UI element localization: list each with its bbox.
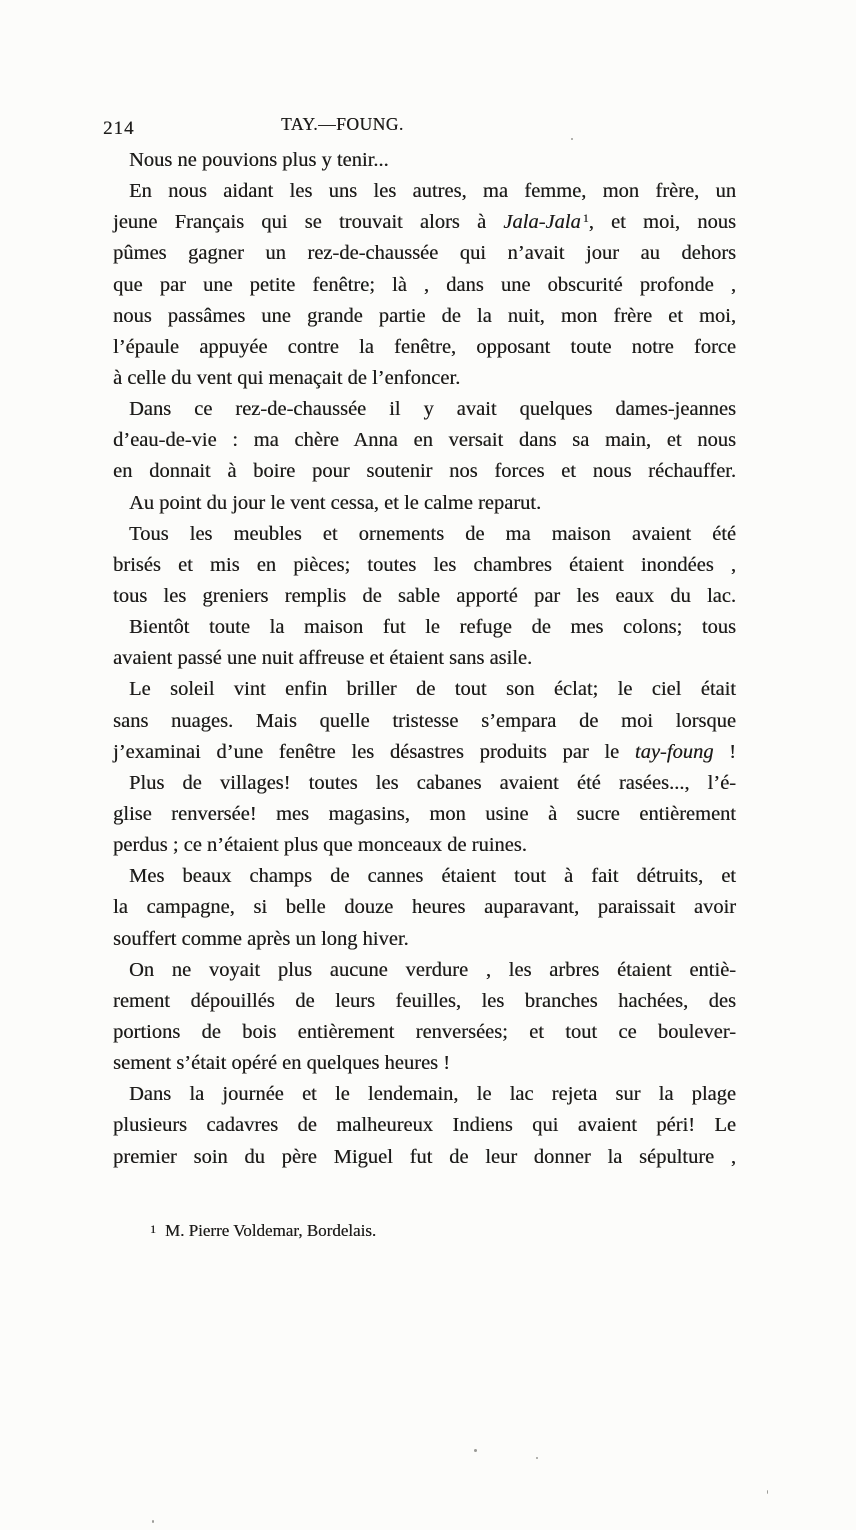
text-line (113, 643, 736, 674)
text-segment: avaient passé une nuit affreuse et étaient sans asile. (113, 647, 533, 670)
text-segment: d’eau-de-vie : ma chère Anna en versait dans sa main, et nous (113, 429, 736, 452)
footnote-marker: 1 (150, 1222, 156, 1236)
text-line (113, 301, 736, 332)
text-line (113, 892, 736, 923)
text-line (113, 955, 736, 986)
text-line (113, 519, 736, 550)
text-segment: à celle du vent qui menaçait de l’enfoncer. (113, 366, 461, 389)
text-line (113, 1048, 736, 1079)
text-segment: rement dépouillés de leurs feuilles, les branches hachées, des (113, 989, 736, 1012)
text-segment: plusieurs cadavres de malheureux Indiens qui avaient péri! Le (113, 1114, 736, 1137)
text-line (113, 830, 736, 861)
scan-speck (152, 1520, 154, 1523)
scan-speck (571, 138, 573, 140)
text-segment: Le soleil vint enfin briller de tout son éclat; le ciel était (129, 678, 736, 701)
text-segment: sement s’était opéré en quelques heures ! (113, 1052, 450, 1075)
text-segment: portions de bois entièrement renversées; et tout ce boulever- (113, 1020, 736, 1043)
footnote-text: M. Pierre Voldemar, Bordelais. (165, 1221, 377, 1240)
text-segment: Dans ce rez-de-chaussée il y avait quelques dames-jeannes (129, 398, 736, 421)
text-segment: glise renversée! mes magasins, mon usine à sucre entièrement (113, 802, 736, 825)
scan-speck (536, 1457, 538, 1459)
text-line (113, 145, 736, 176)
text-line (113, 706, 736, 737)
text-line (113, 425, 736, 456)
text-segment: Bientôt toute la maison fut le refuge de mes colons; tous (129, 616, 736, 639)
text-line (113, 924, 736, 955)
text-line (113, 238, 736, 269)
text-line (113, 394, 736, 425)
text-segment: Tous les meubles et ornements de ma maison avaient été (129, 522, 736, 545)
text-segment: Jala-Jala (503, 211, 581, 234)
scan-speck (474, 1449, 477, 1452)
text-line (113, 768, 736, 799)
body-text (113, 145, 736, 1173)
text-line (113, 861, 736, 892)
text-line (113, 363, 736, 394)
text-line (113, 799, 736, 830)
text-segment: tous les greniers remplis de sable apporté par les eaux du lac. (113, 584, 736, 607)
text-line (113, 1079, 736, 1110)
text-segment: ! (713, 740, 736, 763)
text-segment: premier soin du père Miguel fut de leur donner la sépulture , (113, 1145, 736, 1168)
text-line (113, 986, 736, 1017)
text-line (113, 1017, 736, 1048)
text-line (113, 1142, 736, 1173)
text-segment: , et moi, nous (588, 211, 736, 234)
text-segment: souffert comme après un long hiver. (113, 927, 409, 950)
text-segment: brisés et mis en pièces; toutes les chambres étaient inondées , (113, 553, 736, 576)
text-line (113, 1110, 736, 1141)
text-segment: Nous ne pouvions plus y tenir... (129, 149, 389, 171)
text-segment: la campagne, si belle douze heures auparavant, paraissait avoir (113, 896, 736, 919)
text-segment: En nous aidant les uns les autres, ma femme, mon frère, un (129, 180, 736, 203)
text-line (113, 674, 736, 705)
text-segment: nous passâmes une grande partie de la nuit, mon frère et moi, (113, 304, 736, 327)
text-line (113, 612, 736, 643)
text-line (113, 332, 736, 363)
text-line (113, 737, 736, 768)
text-segment: Plus de villages! toutes les cabanes avaient été rasées..., l’é- (129, 771, 736, 794)
text-line (113, 488, 736, 519)
text-line (113, 550, 736, 581)
text-segment: j’examinai d’une fenêtre les désastres produits par le (113, 740, 635, 763)
page-number: 214 (103, 118, 135, 139)
text-segment: sans nuages. Mais quelle tristesse s’empara de moi lorsque (113, 709, 736, 732)
text-segment: Mes beaux champs de cannes étaient tout à fait détruits, et (129, 865, 736, 888)
text-segment: perdus ; ce n’étaient plus que monceaux de ruines. (113, 834, 527, 857)
text-segment: Au point du jour le vent cessa, et le calme reparut. (129, 491, 542, 514)
text-line (113, 207, 736, 238)
running-title: TAY.—FOUNG. (281, 114, 404, 134)
scan-speck (767, 1490, 768, 1494)
text-segment: Dans la journée et le lendemain, le lac rejeta sur la plage (129, 1083, 736, 1106)
text-line (113, 581, 736, 612)
text-segment: tay-foung (634, 740, 714, 763)
text-segment: que par une petite fenêtre; là , dans une obscurité profonde , (113, 273, 736, 296)
text-segment: pûmes gagner un rez-de-chaussée qui n’avait jour au dehors (113, 242, 736, 265)
footnote-reference: 1 (582, 211, 589, 226)
text-segment: On ne voyait plus aucune verdure , les arbres étaient entiè- (129, 958, 736, 981)
text-line (113, 270, 736, 301)
text-segment: l’épaule appuyée contre la fenêtre, opposant toute notre force (113, 335, 736, 358)
text-segment: jeune Français qui se trouvait alors à (113, 211, 504, 234)
text-segment: en donnait à boire pour soutenir nos forces et nous réchauffer. (113, 460, 736, 483)
text-line (113, 456, 736, 487)
text-line (113, 176, 736, 207)
footnote (150, 1221, 376, 1241)
